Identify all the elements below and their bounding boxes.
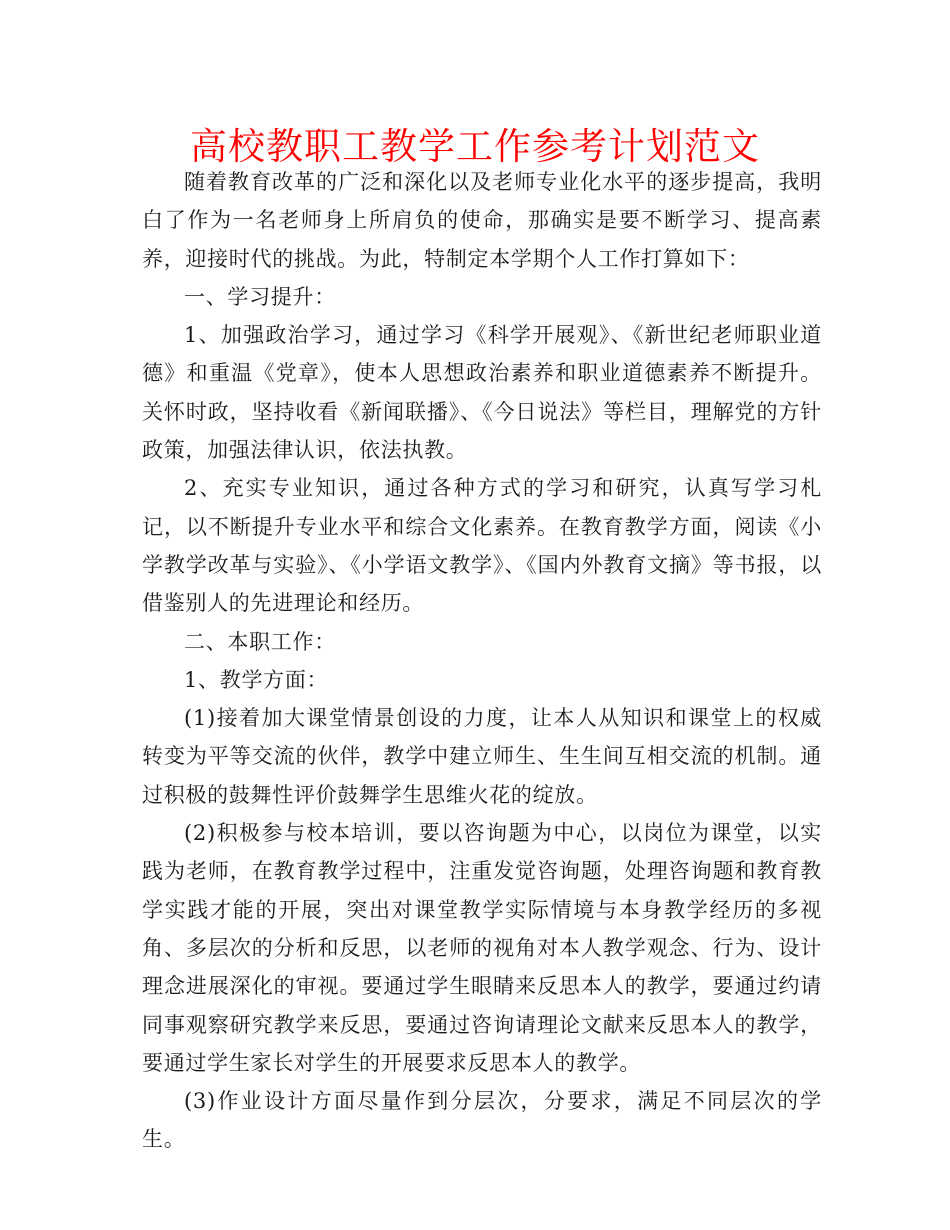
heading-study: 一、学习提升： xyxy=(184,284,336,309)
heading-duty: 二、本职工作： xyxy=(184,629,336,654)
paragraph-intro: 随着教育改革的广泛和深化以及老师专业化水平的逐步提高，我明白了作为一名老师身上所肩负的使命，那确实是要不断学习、提高素养，迎接时代的挑战。为此，特制定本学期个人工作打算如下： xyxy=(142,170,822,271)
heading-teaching: 1、教学方面： xyxy=(184,667,329,692)
paragraph-politics: 1、加强政治学习，通过学习《科学开展观》、《新世纪老师职业道德》和重温《党章》，使本人思想政治素养和职业道德素养不断提升。关怀时政，坚持收看《新闻联播》、《今日说法》等栏目，理解党的方针政策，加强法律认识，依法执教。 xyxy=(142,323,822,463)
document-body xyxy=(142,163,822,1159)
document-title: 高校教职工教学工作参考计划范文 xyxy=(190,125,760,168)
paragraph-item-1: (1)接着加大课堂情景创设的力度，让本人从知识和课堂上的权威转变为平等交流的伙伴，教学中建立师生、生生间互相交流的机制。通过积极的鼓舞性评价鼓舞学生思维火花的绽放。 xyxy=(142,706,822,807)
paragraph-professional: 2、充实专业知识，通过各种方式的学习和研究，认真写学习札记，以不断提升专业水平和综合文化素养。在教育教学方面，阅读《小学教学改革与实验》、《小学语文教学》、《国内外教育文摘》等书报，以借鉴别人的先进理论和经历。 xyxy=(142,476,822,616)
paragraph-item-2: (2)积极参与校本培训，要以咨询题为中心，以岗位为课堂，以实践为老师，在教育教学过程中，注重发觉咨询题，处理咨询题和教育教学实践才能的开展，突出对课堂教学实际情境与本身教学经历的多视角、多层次的分析和反思，以老师的视角对本人教学观念、行为、设计理念进展深化的审视。要通过学生眼睛来反思本人的教学，要通过约请同事观察研究教学来反思，要通过咨询请理论文献来反思本人的教学，要通过学生家长对学生的开展要求反思本人的教学。 xyxy=(142,821,822,1075)
paragraph-item-3: (3)作业设计方面尽量作到分层次，分要求，满足不同层次的学生。 xyxy=(142,1089,822,1152)
